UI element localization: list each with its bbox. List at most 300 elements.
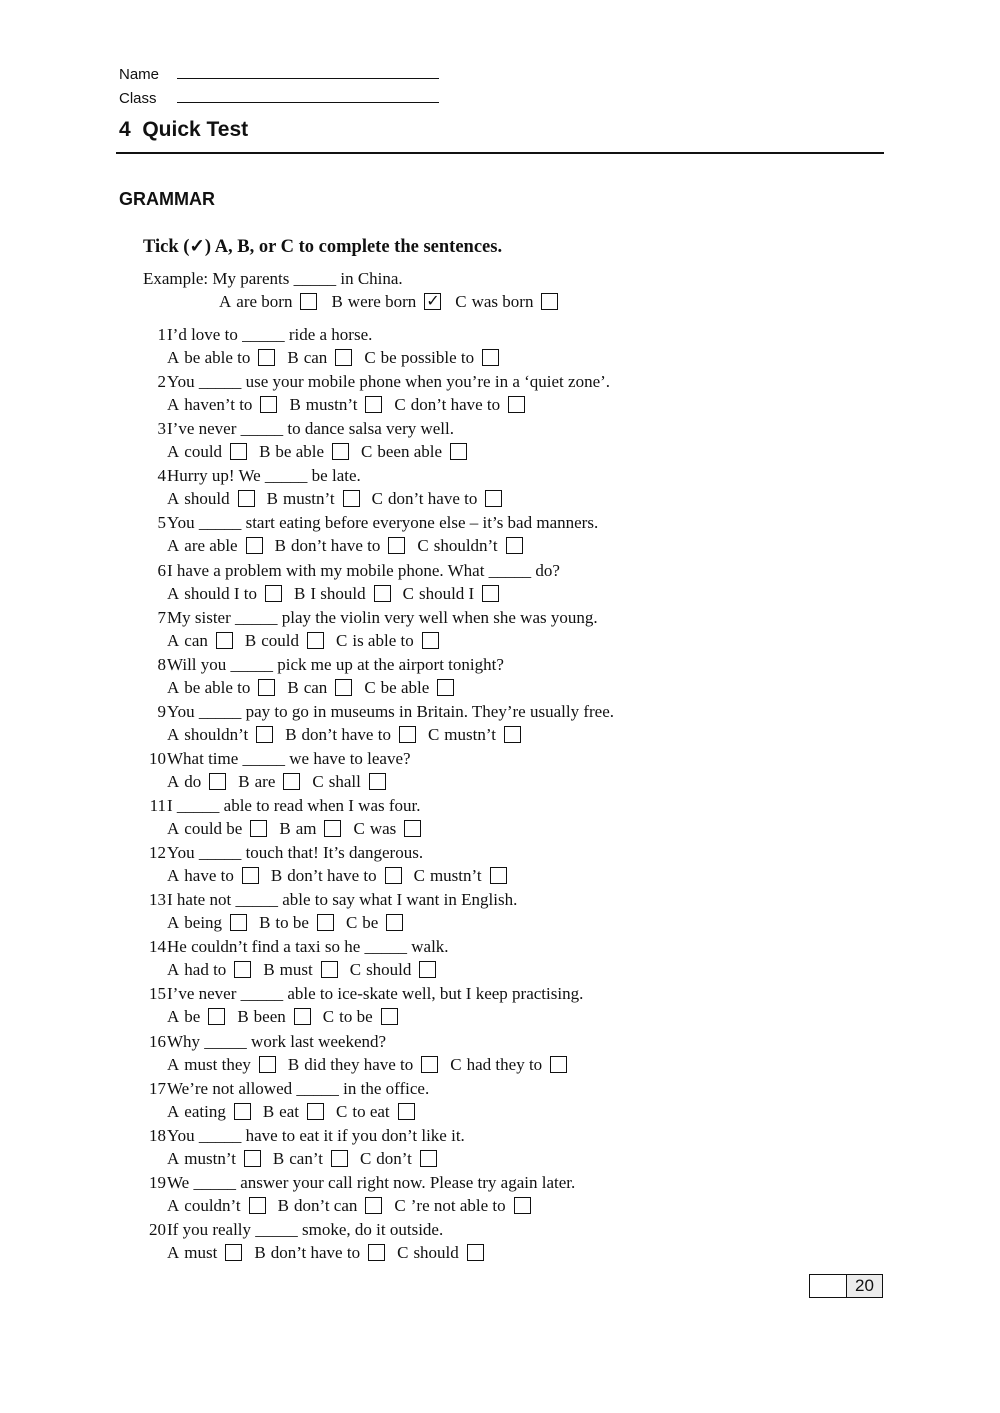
option-text: mustn’t — [444, 724, 496, 744]
option-letter: A — [167, 913, 180, 933]
question-14 — [126, 937, 726, 957]
checkbox[interactable] — [404, 820, 421, 837]
option-c[interactable] — [450, 1055, 567, 1075]
option-text: be able to — [184, 348, 251, 367]
checkbox[interactable] — [504, 726, 521, 743]
option-letter: C — [349, 960, 362, 980]
option-text: are able — [184, 536, 238, 556]
question-11-options — [167, 819, 433, 839]
option-text: should I — [418, 583, 475, 603]
instruction: Tick (✓) A, B, or C to complete the sentences. — [143, 237, 503, 257]
option-text: don’t have to — [410, 395, 501, 415]
option-text: had they to — [466, 1054, 543, 1074]
checkbox[interactable] — [216, 632, 233, 649]
option-c[interactable] — [346, 913, 403, 933]
option-text: did they have to — [304, 1054, 414, 1074]
option-c[interactable] — [414, 866, 507, 886]
option-b[interactable] — [287, 348, 352, 368]
checkbox[interactable] — [307, 1103, 324, 1120]
section-heading: GRAMMAR — [119, 189, 215, 209]
option-a[interactable] — [167, 866, 259, 886]
option-a[interactable] — [167, 1007, 225, 1027]
checkbox[interactable] — [508, 396, 525, 413]
option-b[interactable] — [288, 1055, 438, 1075]
option-c[interactable] — [455, 292, 558, 312]
option-text: had to — [184, 960, 227, 980]
option-c[interactable] — [403, 584, 500, 604]
checkbox[interactable] — [514, 1197, 531, 1214]
option-letter: B — [289, 395, 301, 415]
option-letter: A — [167, 536, 180, 556]
question-19 — [126, 1173, 726, 1193]
title-divider — [116, 152, 884, 154]
checkbox[interactable] — [490, 867, 507, 884]
question-text: We’re not allowed _____ in the office. — [167, 1078, 430, 1098]
option-letter: B — [279, 819, 291, 838]
checkbox[interactable] — [265, 585, 282, 602]
name-field-row — [119, 64, 439, 83]
option-text: been able — [377, 442, 443, 462]
option-text: must — [184, 1242, 218, 1262]
checkbox[interactable] — [249, 1197, 266, 1214]
option-a[interactable] — [167, 819, 267, 839]
option-letter: C — [345, 913, 358, 933]
question-number: 14 — [149, 937, 166, 957]
checkbox[interactable] — [259, 1056, 276, 1073]
checkbox[interactable] — [365, 1197, 382, 1214]
question-text: Will you _____ pick me up at the airport tonight? — [167, 654, 504, 674]
option-b[interactable] — [271, 866, 402, 886]
checkbox[interactable] — [294, 1008, 311, 1025]
option-text: shouldn’t — [184, 724, 249, 744]
score-box — [809, 1274, 883, 1298]
question-number: 1 — [157, 325, 166, 344]
option-letter: B — [272, 1148, 285, 1168]
option-a[interactable] — [167, 395, 277, 415]
checkbox[interactable] — [485, 490, 502, 507]
option-letter: A — [167, 866, 180, 886]
option-text: should — [184, 489, 230, 509]
question-17-options — [167, 1102, 427, 1122]
checkbox[interactable] — [335, 679, 352, 696]
question-number: 17 — [149, 1078, 166, 1098]
question-9-options — [167, 725, 533, 745]
option-letter: A — [167, 1242, 180, 1262]
question-text: What time _____ we have to leave? — [167, 748, 411, 768]
question-5-options — [167, 536, 535, 556]
option-letter: C — [312, 771, 324, 791]
option-text: eat — [279, 1101, 299, 1121]
question-number: 20 — [149, 1219, 166, 1239]
question-text: I _____ able to read when I was four. — [167, 796, 421, 815]
option-text: mustn’t — [282, 489, 335, 509]
option-b[interactable] — [285, 725, 416, 745]
question-number: 9 — [157, 701, 166, 721]
option-a[interactable] — [167, 960, 251, 980]
option-letter: A — [167, 1148, 180, 1168]
option-letter: C — [402, 583, 414, 603]
checkbox[interactable] — [420, 1150, 437, 1167]
option-text: don’t have to — [270, 1242, 361, 1262]
question-12-options — [167, 866, 519, 886]
question-number: 13 — [149, 890, 166, 910]
option-text: must they — [184, 1054, 251, 1074]
option-letter: C — [455, 292, 467, 311]
checkbox[interactable] — [246, 537, 263, 554]
option-letter: B — [287, 1054, 300, 1074]
checkbox[interactable] — [317, 914, 334, 931]
question-20 — [126, 1220, 726, 1240]
option-letter: B — [287, 677, 299, 697]
checkbox[interactable] — [419, 961, 436, 978]
option-letter: C — [322, 1007, 335, 1027]
option-text: don’t can — [293, 1195, 358, 1215]
question-18 — [126, 1126, 726, 1146]
option-c[interactable] — [312, 772, 385, 792]
question-text: I’ve never _____ to dance salsa very well. — [167, 419, 454, 439]
option-a[interactable] — [167, 1102, 251, 1122]
option-letter: A — [167, 630, 180, 650]
example-prompt: Example: My parents _____ in China. — [143, 269, 403, 288]
checkbox[interactable] — [369, 773, 386, 790]
option-a[interactable] — [219, 292, 317, 312]
question-14-options — [167, 960, 448, 980]
option-a[interactable] — [167, 536, 263, 556]
checkbox[interactable] — [283, 773, 300, 790]
option-b[interactable] — [279, 819, 341, 839]
option-letter: C — [336, 630, 348, 650]
option-c[interactable] — [350, 960, 437, 980]
option-letter: C — [394, 395, 406, 415]
option-text: be possible to — [380, 348, 475, 367]
option-text: could be — [184, 819, 243, 838]
option-letter: A — [167, 677, 180, 697]
option-b[interactable] — [254, 1243, 385, 1263]
option-text: been — [253, 1007, 286, 1027]
option-b[interactable] — [275, 536, 406, 556]
option-c[interactable] — [394, 395, 525, 415]
checkbox[interactable] — [258, 349, 275, 366]
question-8-options — [167, 678, 466, 698]
option-b[interactable] — [273, 1149, 348, 1169]
option-letter: C — [427, 724, 440, 744]
checkbox[interactable] — [550, 1056, 567, 1073]
checkbox[interactable] — [250, 820, 267, 837]
question-1-options — [167, 348, 511, 368]
option-c[interactable] — [372, 489, 503, 509]
checkbox[interactable] — [450, 443, 467, 460]
option-text: be able — [275, 442, 325, 462]
question-text: Hurry up! We _____ be late. — [167, 466, 361, 486]
checkbox[interactable] — [244, 1150, 261, 1167]
checkbox[interactable] — [343, 490, 360, 507]
checkbox[interactable] — [242, 867, 259, 884]
question-text: You _____ use your mobile phone when you’re in a ‘quiet zone’. — [167, 372, 611, 392]
option-text: are born — [236, 292, 293, 311]
option-letter: C — [450, 1054, 462, 1074]
question-number: 6 — [157, 560, 166, 580]
checkbox[interactable] — [260, 396, 277, 413]
checkbox[interactable] — [385, 867, 402, 884]
option-letter: A — [167, 489, 180, 509]
checkbox[interactable] — [238, 490, 255, 507]
checkbox[interactable] — [399, 726, 416, 743]
option-letter: A — [167, 771, 180, 791]
option-letter: B — [259, 913, 271, 933]
option-letter: C — [364, 677, 376, 697]
question-text: We _____ answer your call right now. Please try again later. — [167, 1172, 576, 1192]
question-number: 19 — [149, 1172, 166, 1192]
option-text: ’re not able to — [410, 1195, 506, 1215]
checkbox[interactable] — [374, 585, 391, 602]
class-blank-line[interactable] — [177, 88, 439, 103]
question-18-options — [167, 1149, 449, 1169]
checkbox[interactable] — [467, 1244, 484, 1261]
option-letter: A — [167, 395, 180, 415]
option-a[interactable] — [167, 1196, 266, 1216]
question-8 — [126, 655, 726, 675]
option-c[interactable] — [353, 819, 421, 839]
option-c[interactable] — [336, 1102, 415, 1122]
option-b[interactable] — [245, 631, 324, 651]
option-c[interactable] — [364, 348, 499, 368]
option-a[interactable] — [167, 1055, 276, 1075]
question-number: 18 — [149, 1125, 166, 1145]
option-text: is able to — [352, 630, 414, 650]
option-letter: B — [285, 724, 297, 744]
checkbox[interactable] — [324, 820, 341, 837]
question-number: 12 — [149, 843, 166, 863]
question-9 — [126, 702, 726, 722]
option-letter: B — [287, 348, 299, 367]
option-letter: A — [167, 960, 180, 980]
option-letter: A — [167, 1054, 180, 1074]
checkbox[interactable] — [421, 1056, 438, 1073]
question-2 — [126, 372, 726, 392]
question-text: I have a problem with my mobile phone. What _____ do? — [167, 560, 560, 580]
checkbox[interactable] — [300, 293, 317, 310]
question-19-options — [167, 1196, 543, 1216]
option-letter: C — [397, 1242, 409, 1262]
option-text: to eat — [352, 1101, 390, 1121]
option-text: being — [184, 913, 223, 933]
option-letter: A — [167, 442, 180, 462]
option-text: can — [303, 677, 328, 697]
option-c[interactable] — [394, 1196, 530, 1216]
option-text: shall — [328, 771, 361, 791]
option-letter: A — [167, 1101, 180, 1121]
option-c[interactable] — [323, 1007, 398, 1027]
checkbox[interactable] — [398, 1103, 415, 1120]
option-text: be — [184, 1007, 201, 1027]
option-b[interactable] — [294, 584, 391, 604]
option-letter: A — [219, 292, 232, 311]
option-b[interactable] — [238, 772, 300, 792]
option-c[interactable] — [428, 725, 521, 745]
option-text: must — [279, 960, 313, 980]
question-text: Why _____ work last weekend? — [167, 1031, 387, 1051]
checkbox[interactable] — [208, 1008, 225, 1025]
question-7 — [126, 608, 726, 628]
option-text: don’t have to — [301, 724, 391, 744]
option-a[interactable] — [167, 678, 275, 698]
option-text: could — [261, 630, 299, 650]
checked-checkbox[interactable] — [424, 293, 441, 310]
question-number: 11 — [149, 796, 166, 815]
option-text: to be — [339, 1007, 373, 1027]
question-1 — [126, 325, 726, 345]
example-options — [219, 292, 572, 312]
option-b[interactable] — [267, 489, 360, 509]
checkbox[interactable] — [388, 537, 405, 554]
option-text: should — [413, 1242, 459, 1262]
option-letter: C — [394, 1195, 406, 1215]
option-a[interactable] — [167, 1149, 261, 1169]
option-c[interactable] — [417, 536, 522, 556]
checkbox[interactable] — [541, 293, 558, 310]
option-letter: C — [353, 819, 365, 838]
checkbox[interactable] — [365, 396, 382, 413]
option-b[interactable] — [287, 678, 352, 698]
option-letter: C — [359, 1148, 372, 1168]
option-text: should — [366, 960, 412, 980]
option-b[interactable] — [263, 1102, 324, 1122]
option-a[interactable] — [167, 348, 275, 368]
option-c[interactable] — [397, 1243, 484, 1263]
option-letter: B — [238, 771, 250, 791]
option-text: was born — [471, 292, 534, 311]
option-a[interactable] — [167, 913, 247, 933]
question-text: If you really _____ smoke, do it outside. — [167, 1219, 444, 1239]
checkbox[interactable] — [368, 1244, 385, 1261]
option-text: I should — [310, 583, 366, 603]
option-a[interactable] — [167, 489, 255, 509]
option-b[interactable] — [237, 1007, 310, 1027]
question-number: 4 — [157, 466, 166, 486]
checkbox[interactable] — [332, 443, 349, 460]
option-text: do — [184, 771, 202, 791]
checkbox[interactable] — [331, 1150, 348, 1167]
option-letter: B — [263, 960, 275, 980]
question-text: I’ve never _____ able to ice-skate well, but I keep practising. — [167, 984, 584, 1004]
question-number: 2 — [157, 372, 166, 392]
name-label: Name — [119, 66, 160, 83]
option-letter: C — [371, 489, 383, 509]
question-2-options — [167, 395, 537, 415]
checkbox[interactable] — [321, 961, 338, 978]
class-label: Class — [119, 90, 157, 107]
question-15-options — [167, 1007, 410, 1027]
option-letter: C — [361, 442, 373, 462]
option-a[interactable] — [167, 772, 226, 792]
checkbox[interactable] — [482, 349, 499, 366]
option-b[interactable] — [259, 913, 334, 933]
question-5 — [126, 513, 726, 533]
score-input[interactable] — [810, 1275, 847, 1297]
option-c[interactable] — [360, 1149, 437, 1169]
option-a[interactable] — [167, 1243, 242, 1263]
option-text: have to — [184, 866, 234, 886]
option-b[interactable] — [278, 1196, 383, 1216]
option-letter: B — [237, 1007, 249, 1027]
question-16 — [126, 1032, 726, 1052]
option-letter: A — [167, 1195, 180, 1215]
option-text: can — [184, 630, 208, 650]
question-16-options — [167, 1055, 579, 1075]
option-b[interactable] — [259, 442, 349, 462]
option-a[interactable] — [167, 725, 273, 745]
option-letter: C — [336, 1101, 348, 1121]
question-number: 7 — [157, 607, 166, 627]
option-letter: C — [413, 866, 425, 886]
option-text: don’t have to — [290, 536, 381, 556]
option-letter: A — [167, 583, 180, 603]
question-number: 8 — [157, 654, 166, 674]
option-text: should I to — [184, 583, 258, 603]
test-title: 4 Quick Test — [119, 118, 249, 141]
checkbox[interactable] — [386, 914, 403, 931]
checkbox[interactable] — [230, 443, 247, 460]
option-text: was — [369, 819, 397, 838]
class-field-row — [119, 88, 439, 107]
checkbox[interactable] — [230, 914, 247, 931]
checkbox[interactable] — [307, 632, 324, 649]
checkbox[interactable] — [256, 726, 273, 743]
checkbox[interactable] — [422, 632, 439, 649]
name-blank-line[interactable] — [177, 64, 439, 79]
question-number: 16 — [149, 1031, 166, 1051]
option-letter: B — [259, 442, 271, 462]
option-c[interactable] — [336, 631, 439, 651]
option-a[interactable] — [167, 584, 282, 604]
option-letter: B — [254, 1242, 266, 1262]
option-text: haven’t to — [184, 395, 253, 415]
checkbox[interactable] — [335, 349, 352, 366]
question-17 — [126, 1079, 726, 1099]
option-text: couldn’t — [184, 1195, 241, 1215]
checkbox[interactable] — [381, 1008, 398, 1025]
checkbox[interactable] — [506, 537, 523, 554]
checkbox[interactable] — [225, 1244, 242, 1261]
option-letter: B — [244, 630, 257, 650]
checkbox[interactable] — [234, 1103, 251, 1120]
option-letter: A — [167, 1007, 180, 1027]
question-text: You _____ pay to go in museums in Britain. They’re usually free. — [167, 701, 614, 721]
option-c[interactable] — [361, 442, 467, 462]
checkbox[interactable] — [482, 585, 499, 602]
checkbox[interactable] — [258, 679, 275, 696]
checkbox[interactable] — [234, 961, 251, 978]
option-b[interactable] — [289, 395, 382, 415]
checkbox[interactable] — [209, 773, 226, 790]
option-text: mustn’t — [305, 395, 358, 415]
option-a[interactable] — [167, 631, 233, 651]
option-text: be able to — [184, 677, 251, 697]
option-text: mustn’t — [429, 866, 482, 886]
question-3 — [126, 419, 726, 439]
option-b[interactable] — [263, 960, 337, 980]
checkbox[interactable] — [437, 679, 454, 696]
question-13-options — [167, 913, 415, 933]
option-text: don’t — [376, 1148, 412, 1168]
option-c[interactable] — [364, 678, 454, 698]
option-a[interactable] — [167, 442, 247, 462]
option-b[interactable] — [331, 292, 441, 312]
option-text: don’t have to — [387, 489, 478, 509]
option-text: could — [184, 442, 223, 462]
option-letter: B — [262, 1101, 275, 1121]
question-number: 5 — [157, 513, 166, 533]
